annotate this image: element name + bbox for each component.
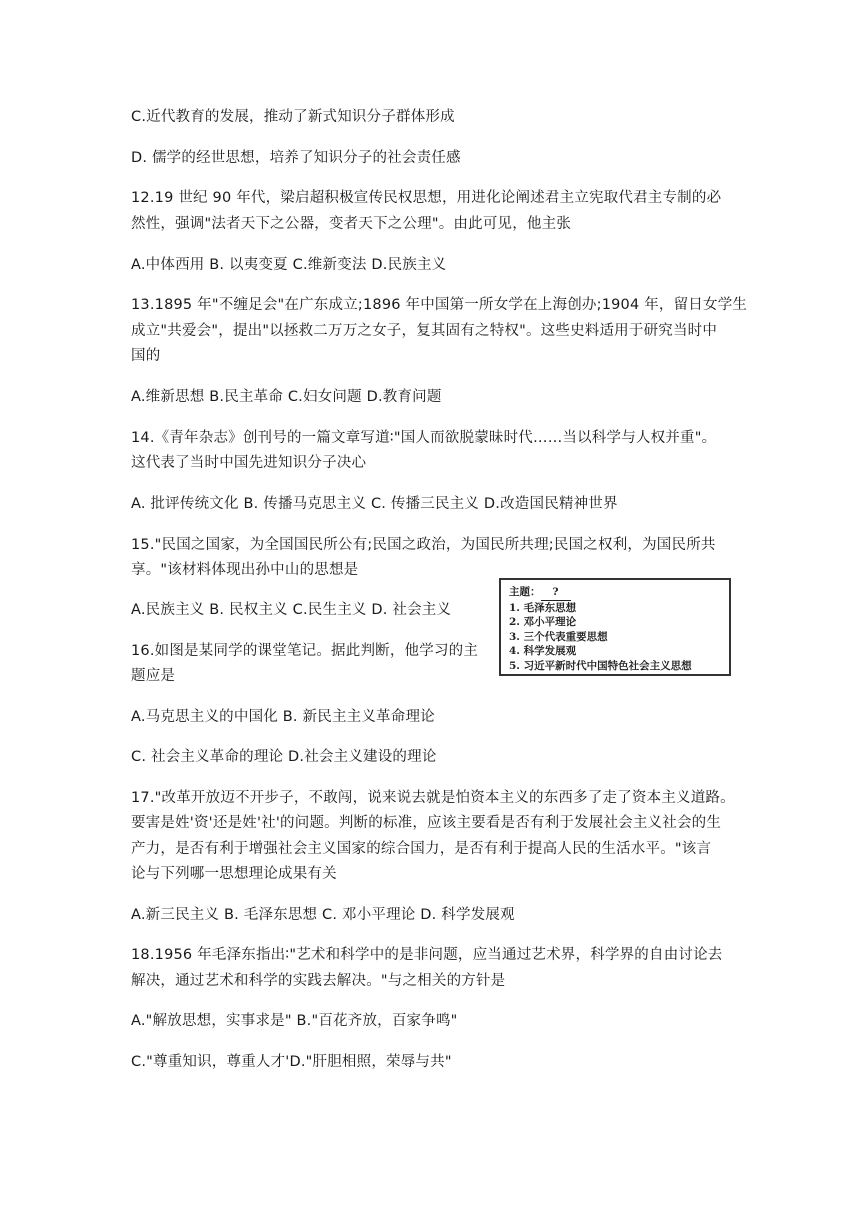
question-17-line-1: 17."改革开放迈不开步子，不敢闯，说来说去就是怕资本主义的东西多了走了资本主义道路。 xyxy=(131,790,735,806)
question-18-options-cd: C."尊重知识，尊重人才'D."肝胆相照，荣辱与共" xyxy=(131,1054,452,1070)
notes-item: 3. 三个代表重要思想 xyxy=(509,630,608,643)
question-18-options-ab: A."解放思想，实事求是" B."百花齐放，百家争鸣" xyxy=(131,1013,458,1029)
notes-item: 4. 科学发展观 xyxy=(509,645,577,657)
question-17-line-4: 论与下列哪一思想理论成果有关 xyxy=(131,866,337,882)
question-18-line-2: 解决，通过艺术和科学的实践去解决。"与之相关的方针是 xyxy=(131,973,506,989)
question-12-line-1: 12.19 世纪 90 年代，梁启超积极宣传民权思想，用进化论阐述君主立宪取代君主专制的必 xyxy=(131,190,722,206)
question-14-line-2: 这代表了当时中国先进知识分子决心 xyxy=(131,455,367,471)
question-16-options-cd: C. 社会主义革命的理论 D.社会主义建设的理论 xyxy=(131,749,437,765)
notes-title-blank: ? xyxy=(541,585,571,601)
notes-item: 1. 毛泽东思想 xyxy=(509,601,577,614)
question-13-line-1: 13.1895 年"不缠足会"在广东成立;1896 年中国第一所女学在上海创办;1904 年，留日女学生 xyxy=(131,297,748,313)
class-notes-figure xyxy=(499,578,731,676)
question-12-line-2: 然性，强调"法者天下之公器，变者天下之公理"。由此可见，他主张 xyxy=(131,216,572,232)
question-16-line-2: 题应是 xyxy=(131,668,176,684)
notes-item: 2. 邓小平理论 xyxy=(509,616,577,628)
question-14-line-1: 14.《青年杂志》创刊号的一篇文章写道∶"国人而欲脱蒙昧时代……当以科学与人权并重"。 xyxy=(131,430,717,446)
question-12-options: A.中体西用 B. 以夷变夏 C.维新变法 D.民族主义 xyxy=(131,257,447,273)
question-18-line-1: 18.1956 年毛泽东指出∶"艺术和科学中的是非问题，应当通过艺术界，科学界的自由讨论去 xyxy=(131,947,723,963)
question-13-line-2: 成立"共爱会"，提出"以拯救二万万之女子，复其固有之特权"。这些史料适用于研究当时中 xyxy=(131,323,718,339)
question-16-options-ab: A.马克思主义的中国化 B. 新民主主义革命理论 xyxy=(131,709,435,725)
notes-title-row xyxy=(509,585,721,601)
option-c-q11: C.近代教育的发展，推动了新式知识分子群体形成 xyxy=(131,109,455,125)
question-13-options: A.维新思想 B.民主革命 C.妇女问题 D.教育问题 xyxy=(131,389,442,405)
question-17-options: A.新三民主义 B. 毛泽东思想 C. 邓小平理论 D. 科学发展观 xyxy=(131,907,515,923)
question-13-line-3: 国的 xyxy=(131,348,161,364)
question-14-options: A. 批评传统文化 B. 传播马克思主义 C. 传播三民主义 D.改造国民精神世界 xyxy=(131,496,618,512)
question-15-line-1: 15."民国之国家，为全国国民所公有;民国之政治，为国民所共理;民国之权利，为国民所共 xyxy=(131,537,716,553)
notes-title-label: 主题： xyxy=(509,586,541,598)
option-d-q11: D. 儒学的经世思想，培养了知识分子的社会责任感 xyxy=(131,150,461,166)
notes-item: 5. 习近平新时代中国特色社会主义思想 xyxy=(509,659,692,672)
question-16-line-1: 16.如图是某同学的课堂笔记。据此判断，他学习的主 xyxy=(131,643,479,659)
question-15-line-2: 享。"该材料体现出孙中山的思想是 xyxy=(131,562,359,578)
question-15-options: A.民族主义 B. 民权主义 C.民生主义 D. 社会主义 xyxy=(131,602,452,618)
question-17-line-3: 产力，是否有利于增强社会主义国家的综合国力，是否有利于提高人民的生活水平。"该言 xyxy=(131,841,712,857)
question-17-line-2: 要害是姓'资'还是姓'社'的问题。判断的标准，应该主要看是否有利于发展社会主义社会的生 xyxy=(131,815,722,831)
